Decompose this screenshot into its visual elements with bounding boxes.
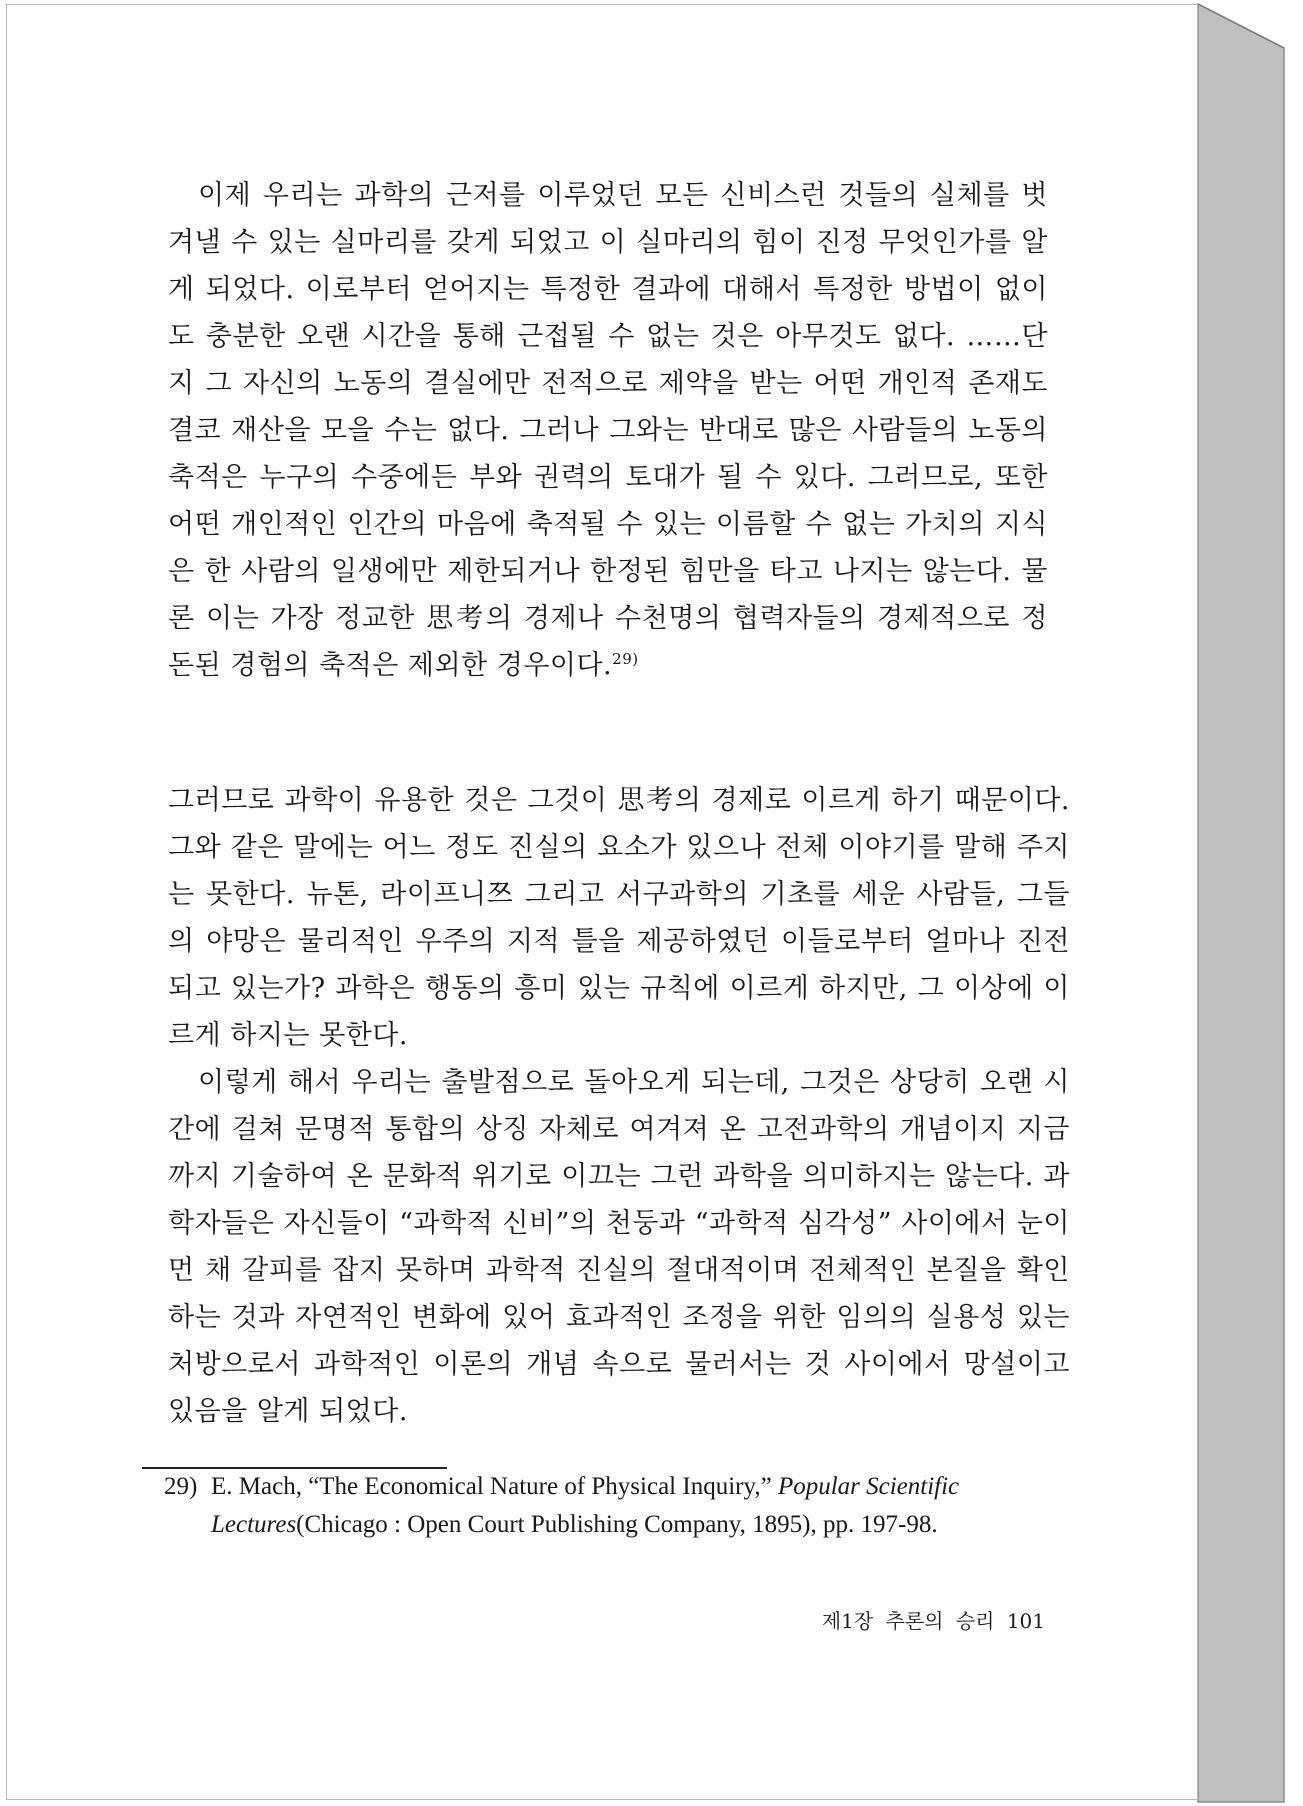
body-paragraph-1	[168, 172, 1048, 689]
footnote-author-article: E. Mach, “The Economical Nature of Physical Inquiry,”	[211, 1473, 772, 1500]
footnote-book-title: Popular Scientific Lectures	[211, 1473, 960, 1538]
footnote-body	[211, 1468, 1069, 1544]
footnote-publication: (Chicago : Open Court Publishing Company, 1895), pp. 197-98.	[296, 1511, 938, 1538]
footnote-reference: 29)	[612, 650, 639, 668]
paragraph-1-text: 이제 우리는 과학의 근저를 이루었던 모든 신비스런 것들의 실체를 벗겨낼 수 있는 실마리를 갖게 되었고 이 실마리의 힘이 진정 무엇인가를 알게 되었다. 이로부터 얻어지는 특정한 결과에 대해서 특정한 방법이 없이도 충분한 오랜 시간을 통해 근접될 수 없는 것은 아무것도 없다. ……단지 그 자신의 노동의 결실에만 전적으로 제약을 받는 어떤 개인적 존재도 결코 재산을 모을 수는 없다. 그러나 그와는 반대로 많은 사람들의 노동의 축적은 누구의 수중에든 부와 권력의 토대가 될 수 있다. 그러므로, 또한 어떤 개인적인 인간의 마음에 축적될 수 있는 이름할 수 없는 가치의 지식은 한 사람의 일생에만 제한되거나 한정된 힘만을 타고 나지는 않는다. 물론 이는 가장 정교한 思考의 경제나 수천명의 협력자들의 경제적으로 정돈된 경험의 축적은 제외한 경우이다.	[168, 180, 1048, 681]
running-footer: 제1장 추론의 승리 101	[821, 1609, 1045, 1633]
footnote-number: 29)	[164, 1473, 198, 1500]
footnote	[164, 1468, 1069, 1544]
body-paragraph-2: 그러므로 과학이 유용한 것은 그것이 思考의 경제로 이르게 하기 때문이다. 그와 같은 말에는 어느 정도 진실의 요소가 있으나 전체 이야기를 말해 주지는 못한다. 뉴톤, 라이프니쯔 그리고 서구과학의 기초를 세운 사람들, 그들의 야망은 물리적인 우주의 지적 틀을 제공하였던 이들로부터 얼마나 진전되고 있는가? 과학은 행동의 흥미 있는 규칙에 이르게 하지만, 그 이상에 이르게 하지는 못한다.	[168, 785, 1070, 1051]
body-paragraph-3: 이렇게 해서 우리는 출발점으로 돌아오게 되는데, 그것은 상당히 오랜 시간에 걸쳐 문명적 통합의 상징 자체로 여겨져 온 고전과학의 개념이지 지금까지 기술하여 온 문화적 위기로 이끄는 그런 과학을 의미하지는 않는다. 과학자들은 자신들이 “과학적 신비”의 천둥과 “과학적 심각성” 사이에서 눈이 먼 채 갈피를 잡지 못하며 과학적 진실의 절대적이며 전체적인 본질을 확인하는 것과 자연적인 변화에 있어 효과적인 조정을 위한 임의의 실용성 있는 처방으로서 과학적인 이론의 개념 속으로 물러서는 것 사이에서 망설이고 있음을 알게 되었다.	[168, 1067, 1070, 1427]
